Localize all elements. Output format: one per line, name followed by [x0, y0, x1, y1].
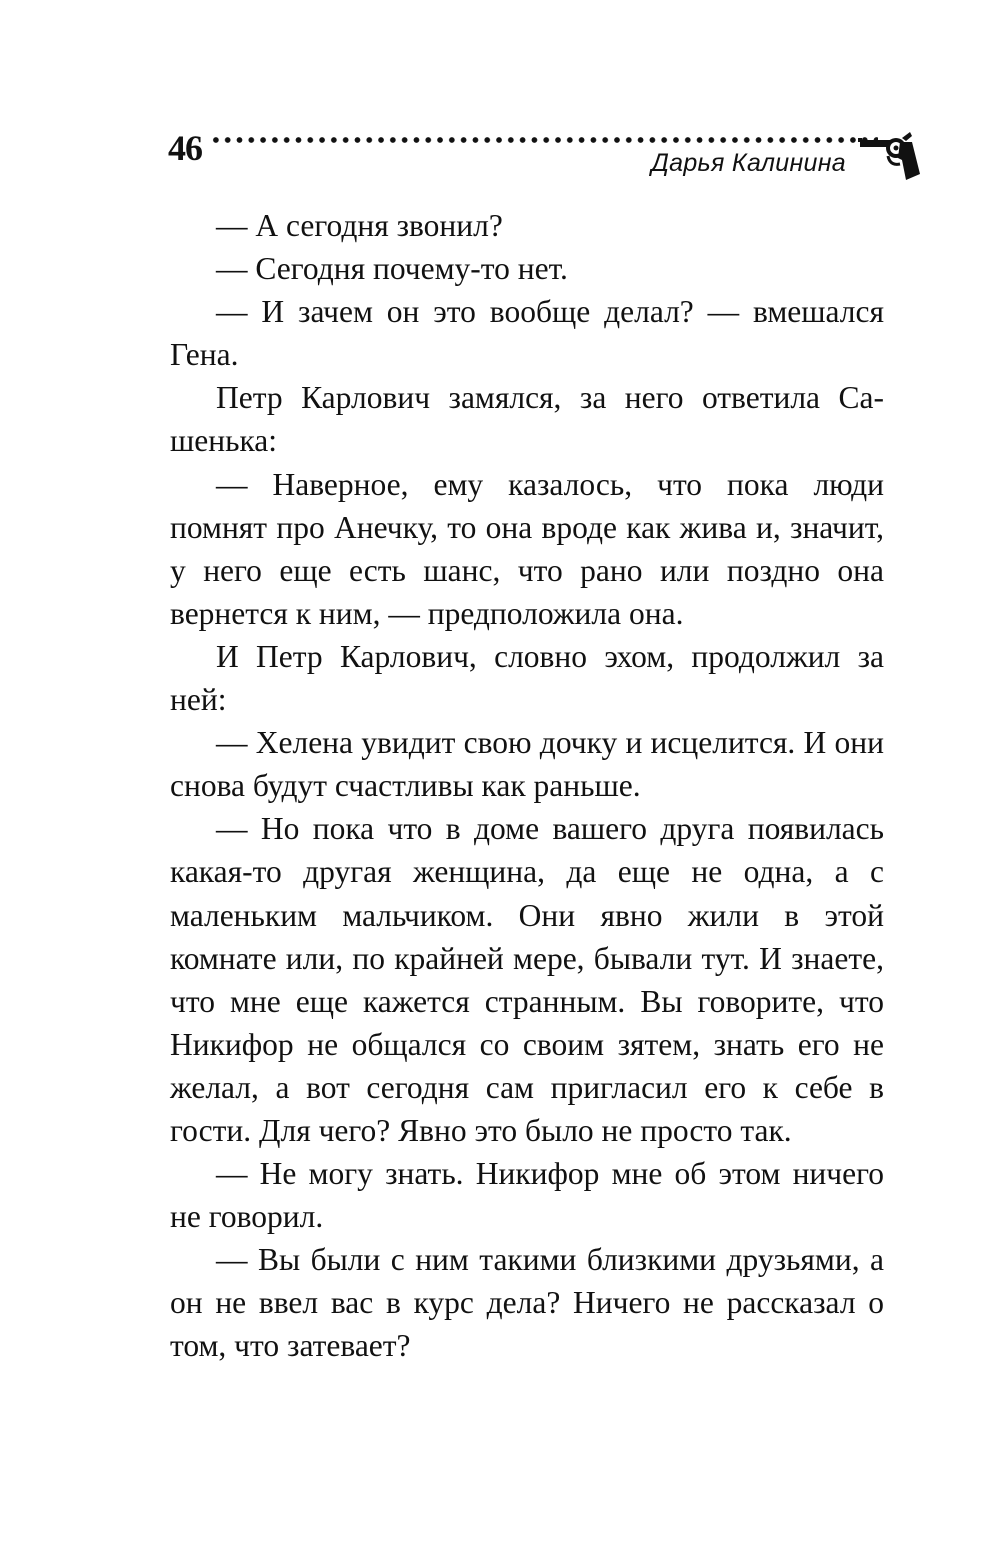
- paragraph: — Но пока что в доме вашего друга появилась какая-то другая женщина, да еще не одна, а с маленьким мальчиком. Они явно жили в этой комнате или, по крайней мере, бывали тут. И знаете, что мне еще кажется странным. Вы говорите, что Никифор не общался со своим зятем, знать его не желал, а вот сегодня сам пригласил его к себе в гости. Для чего? Явно это было не просто так.: [170, 811, 884, 1148]
- paragraph: Петр Карлович замялся, за него ответила Сашенька:: [170, 380, 884, 459]
- page-number: 46: [168, 128, 202, 168]
- running-head-author: Дарья Калинина: [651, 149, 846, 177]
- page-text: [170, 204, 884, 1368]
- dotted-rule: [210, 136, 878, 144]
- revolver-icon: [858, 128, 922, 184]
- paragraph: — Вы были с ним такими близкими друзьями, а он не ввел вас в курс дела? Ничего не рассказал о том, что затевает?: [170, 1242, 884, 1364]
- paragraph: — А сегодня звонил?: [216, 208, 503, 243]
- paragraph: И Петр Карлович, словно эхом, продолжил за ней:: [170, 638, 884, 718]
- paragraph: — Не могу знать. Никифор мне об этом ничего не говорил.: [170, 1156, 884, 1235]
- paragraph: — Наверное, ему казалось, что пока люди помнят про Анечку, то она вроде как жива и, значит, у него еще есть шанс, что рано или поздно она вернется к ним, — предположила она.: [170, 466, 884, 631]
- paragraph: — Сегодня почему-то нет.: [216, 251, 568, 287]
- running-header: [168, 118, 928, 188]
- paragraph: — И зачем он это вообще делал? — вмешался Гена.: [170, 294, 884, 373]
- paragraph: — Хелена увидит свою дочку и исцелится. И они снова будут счастливы как раньше.: [170, 725, 884, 804]
